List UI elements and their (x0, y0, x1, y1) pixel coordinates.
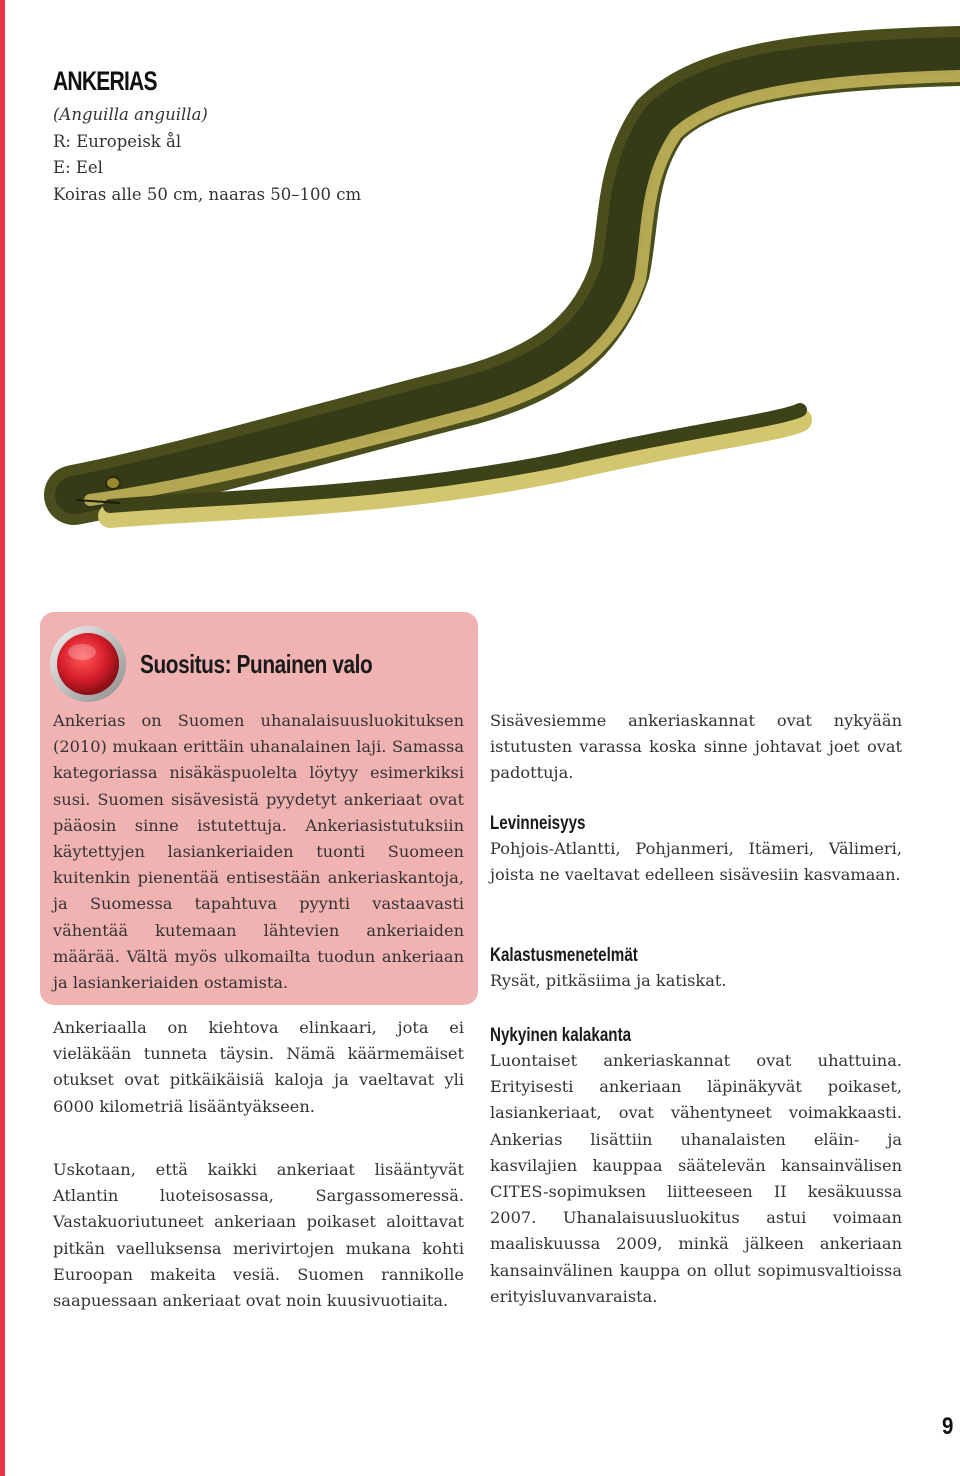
latin-name: (Anguilla anguilla) (53, 105, 208, 124)
english-name: E: Eel (53, 158, 103, 177)
eel-illustration (0, 0, 960, 600)
eel-eye (106, 477, 120, 489)
fishing-methods-text: Rysät, pitkäsiima ja katiskat. (490, 971, 727, 990)
distribution-text: Pohjois-Atlantti, Pohjanmeri, Itämeri, Välimeri, joista ne vaeltavat edelleen sisävesiin kasvamaan. (490, 839, 902, 885)
fishing-methods-section (490, 944, 902, 994)
red-light-icon (48, 624, 128, 704)
recommendation-paragraph: Ankerias on Suomen uhanalaisuusluokituksen (2010) mukaan erittäin uhanalainen laji. Samassa kategoriassa nisäkäspuolelta löytyy esimerkiksi susi. Suomen sisävesistä pyydetyt ankeriaat ovat pääosin sinne istutettuja. Ankeriasistutuksiin käytettyjen lasiankeriaiden tuonti Suomeen kuitenkin pienentää entisestään ankeriaskantoja, ja Suomessa tapahtuva pyynti vastaavasti vähentää kutemaan lähtevien ankeriaiden määrää. Vältä myös ulkomailta tuodun ankeriaan ja lasiankeriaiden ostamista. (53, 711, 464, 993)
fishing-methods-heading: Kalastusmenetelmät (490, 945, 638, 966)
recommendation-title: Suositus: Punainen valo (140, 649, 373, 679)
stocking-text: Sisävesiemme ankeriaskannat ovat nykyään istutusten varassa koska sinne johtavat joet ovat padottuja. (490, 711, 902, 783)
current-stock-heading: Nykyinen kalakanta (490, 1025, 632, 1046)
current-stock-section (490, 1024, 902, 1310)
size-info: Koiras alle 50 cm, naaras 50–100 cm (53, 184, 362, 204)
swedish-name: R: Europeisk ål (53, 131, 182, 151)
distribution-section (490, 812, 902, 888)
migration-text: Uskotaan, että kaikki ankeriaat lisääntyvät Atlantin luoteisosassa, Sargassomeressä. Vastakuoriutuneet ankeriaan poikaset aloittavat pitkän vaelluksensa merivirtojen mukana kohti Euroopan makeita vesiä. Suomen rannikolle saapuessaan ankeriaat ovat noin kuusivuotiaita. (53, 1160, 464, 1311)
distribution-heading: Levinneisyys (490, 813, 586, 834)
lifecycle-paragraph (53, 1015, 464, 1120)
eel-body (74, 56, 960, 516)
stocking-paragraph (490, 708, 902, 787)
lifecycle-text: Ankeriaalla on kiehtova elinkaari, jota ei vieläkään tunneta täysin. Nämä käärmemäiset otukset ovat pitkäikäisiä kaloja ja vaeltavat yli 6000 kilometriä lisääntyäkseen. (53, 1018, 464, 1116)
recommendation-text (53, 708, 464, 996)
page-number: 9 (942, 1413, 954, 1440)
species-title: ANKERIAS (53, 66, 157, 96)
current-stock-text: Luontaiset ankeriaskannat ovat uhattuina. Erityisesti ankeriaan läpinäkyvät poikaset, lasiankeriaat, ovat vähentyneet voimakkaasti. Ankerias lisättiin uhanalaisten eläin- ja kasvilajien kauppaa säätelevän kansainvälisen CITES-sopimuksen liitteeseen II kesäkuussa 2007. Uhanalaisuusluokitus astui voimaan maaliskuussa 2009, minkä jälkeen ankeriaan kansainvälinen kauppa on ollut sopimusvaltioissa erityisluvanvaraista. (490, 1051, 902, 1306)
migration-paragraph (53, 1157, 464, 1314)
